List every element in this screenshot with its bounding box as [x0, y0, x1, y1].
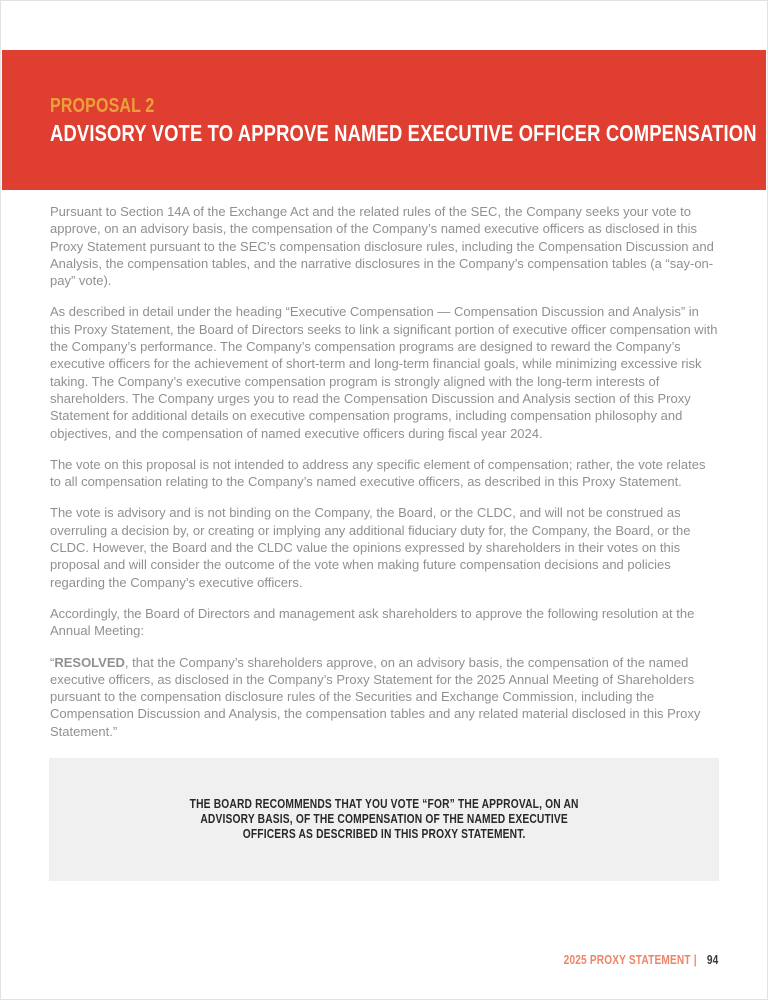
body-content	[1, 190, 767, 881]
footer-document-label: 2025 PROXY STATEMENT |	[563, 952, 697, 967]
board-recommendation-box	[49, 758, 719, 881]
recommendation-line-2: ADVISORY BASIS, OF THE COMPENSATION OF THE NAMED EXECUTIVE	[200, 812, 568, 827]
page-number: 94	[706, 952, 718, 967]
board-recommendation-text	[190, 797, 579, 842]
proposal-number-heading	[50, 94, 766, 118]
proposal-banner	[2, 50, 766, 190]
recommendation-line-3: OFFICERS AS DESCRIBED IN THIS PROXY STATEMENT.	[242, 827, 526, 842]
body-paragraph-5: Accordingly, the Board of Directors and management ask shareholders to approve the following resolution at the Annual Meeting:	[50, 605, 695, 639]
proposal-title-text: ADVISORY VOTE TO APPROVE NAMED EXECUTIVE OFFICER COMPENSATION	[50, 119, 757, 146]
body-paragraph-2: As described in detail under the heading “Executive Compensation — Compensation Discussion and Analysis” in this Proxy Statement, the Board of Directors seeks to link a significant portion of executive officer compensation with the Company’s performance. The Company’s compensation programs are designed to reward the Company’s executive officers for the achievement of short-term and long-term financial goals, while minimizing excessive risk taking. The Company’s executive compensation program is strongly aligned with the long-term interests of shareholders. The Company urges you to read the Compensation Discussion and Analysis section of this Proxy Statement for additional details on executive compensation programs, including compensation philosophy and objectives, and the compensation of named executive officers during fiscal year 2024.	[50, 304, 718, 441]
body-paragraph-3: The vote on this proposal is not intended to address any specific element of compensation; rather, the vote relates to all compensation relating to the Company’s named executive officers, as described in this Proxy Statement.	[50, 456, 706, 490]
resolution-body-text: , that the Company’s shareholders approve, on an advisory basis, the compensation of the named executive officers, as disclosed in the Company’s Proxy Statement for the 2025 Annual Meeting of Shareholders pursuant to the compensation disclosure rules of the Securities and Exchange Commission, including the Compensation Discussion and Analysis, the compensation tables and any related material disclosed in this Proxy Statement.”	[50, 654, 701, 739]
proposal-title-heading	[50, 120, 766, 147]
body-paragraph-4: The vote is advisory and is not binding on the Company, the Board, or the CLDC, and will not be construed as overruling a decision by, or creating or implying any additional fiduciary duty for, the Company, the Board, or the CLDC. However, the Board and the CLDC value the opinions expressed by shareholders in their votes on this proposal and will consider the outcome of the vote when making future compensation decisions and policies regarding the Company’s executive officers.	[50, 505, 691, 590]
page-footer	[563, 952, 718, 967]
body-paragraph-1: Pursuant to Section 14A of the Exchange Act and the related rules of the SEC, the Company seeks your vote to approve, on an advisory basis, the compensation of the Company’s named executive officers as disclosed in this Proxy Statement pursuant to the SEC’s compensation disclosure rules, including the Compensation Discussion and Analysis, the compensation tables, and the narrative disclosures in the Company’s compensation tables (a “say-on-pay” vote).	[50, 204, 714, 289]
resolution-bold-lead: RESOLVED	[54, 654, 125, 670]
resolution-quote	[50, 654, 718, 740]
resolution-open-quote: “	[50, 654, 55, 670]
proposal-number-text: PROPOSAL 2	[50, 94, 155, 117]
recommendation-line-1: THE BOARD RECOMMENDS THAT YOU VOTE “FOR” THE APPROVAL, ON AN	[189, 797, 579, 812]
